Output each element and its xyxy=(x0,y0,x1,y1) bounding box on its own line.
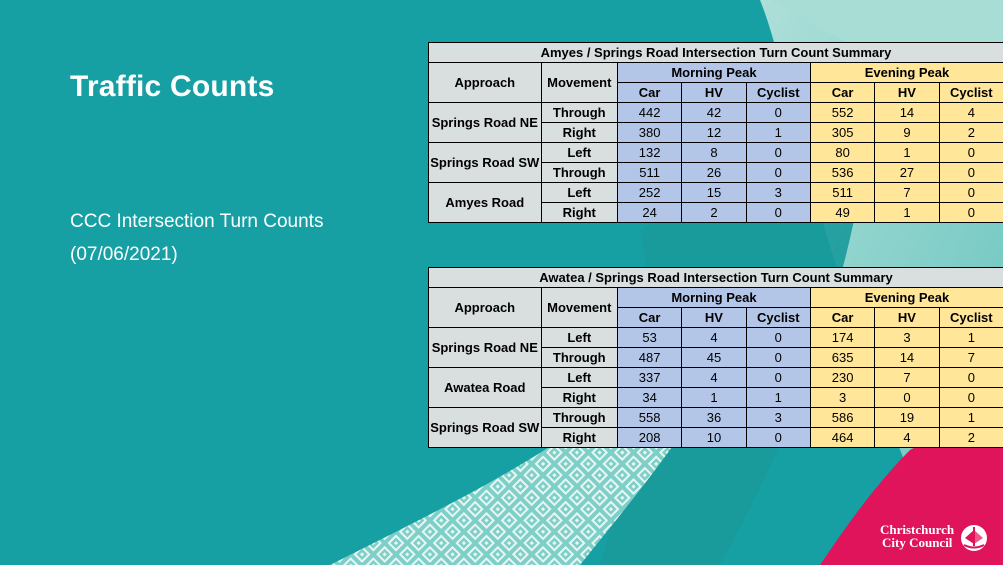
col-header: HV xyxy=(875,83,939,103)
count-cell: 0 xyxy=(939,143,1003,163)
count-cell: 53 xyxy=(617,328,681,348)
count-cell: 0 xyxy=(939,388,1003,408)
count-cell: 45 xyxy=(682,348,746,368)
col-header: Car xyxy=(617,308,681,328)
council-logo-icon xyxy=(960,524,988,552)
count-cell: 3 xyxy=(746,408,810,428)
count-cell: 558 xyxy=(617,408,681,428)
count-cell: 0 xyxy=(939,183,1003,203)
count-cell: 0 xyxy=(746,163,810,183)
count-cell: 0 xyxy=(939,203,1003,223)
table-row xyxy=(429,103,1003,123)
morning-peak-header: Morning Peak xyxy=(617,288,810,308)
count-cell: 3 xyxy=(810,388,874,408)
count-cell: 305 xyxy=(810,123,874,143)
awatea-turn-count-table xyxy=(428,267,1003,448)
count-cell: 1 xyxy=(746,123,810,143)
count-cell: 0 xyxy=(746,328,810,348)
count-cell: 511 xyxy=(810,183,874,203)
count-cell: 14 xyxy=(875,103,939,123)
table-row xyxy=(429,183,1003,203)
count-cell: 208 xyxy=(617,428,681,448)
count-cell: 1 xyxy=(746,388,810,408)
count-cell: 0 xyxy=(746,103,810,123)
movement-cell: Right xyxy=(541,428,617,448)
count-cell: 132 xyxy=(617,143,681,163)
count-cell: 4 xyxy=(939,103,1003,123)
movement-header: Movement xyxy=(541,288,617,328)
movement-header: Movement xyxy=(541,63,617,103)
count-cell: 380 xyxy=(617,123,681,143)
count-cell: 230 xyxy=(810,368,874,388)
logo-line-1: Christchurch xyxy=(880,522,955,537)
count-cell: 0 xyxy=(746,143,810,163)
movement-cell: Through xyxy=(541,408,617,428)
col-header: HV xyxy=(682,83,746,103)
count-cell: 36 xyxy=(682,408,746,428)
approach-cell: Springs Road NE xyxy=(429,103,542,143)
count-cell: 552 xyxy=(810,103,874,123)
table-row xyxy=(429,328,1003,348)
col-header: Cyclist xyxy=(746,83,810,103)
col-header: HV xyxy=(875,308,939,328)
count-cell: 442 xyxy=(617,103,681,123)
morning-peak-header: Morning Peak xyxy=(617,63,810,83)
col-header: Cyclist xyxy=(939,308,1003,328)
count-cell: 2 xyxy=(939,428,1003,448)
approach-cell: Springs Road SW xyxy=(429,143,542,183)
approach-header: Approach xyxy=(429,63,542,103)
evening-peak-header: Evening Peak xyxy=(810,288,1003,308)
count-cell: 586 xyxy=(810,408,874,428)
subtitle xyxy=(70,205,323,271)
col-header: Cyclist xyxy=(939,83,1003,103)
count-cell: 1 xyxy=(682,388,746,408)
count-cell: 49 xyxy=(810,203,874,223)
movement-cell: Right xyxy=(541,203,617,223)
table-row xyxy=(429,143,1003,163)
count-cell: 464 xyxy=(810,428,874,448)
count-cell: 7 xyxy=(875,368,939,388)
count-cell: 34 xyxy=(617,388,681,408)
col-header: Car xyxy=(617,83,681,103)
count-cell: 0 xyxy=(939,368,1003,388)
table-caption: Awatea / Springs Road Intersection Turn Count Summary xyxy=(429,268,1003,288)
count-cell: 0 xyxy=(875,388,939,408)
count-cell: 3 xyxy=(746,183,810,203)
count-cell: 0 xyxy=(939,163,1003,183)
col-header: Car xyxy=(810,83,874,103)
movement-cell: Right xyxy=(541,388,617,408)
count-cell: 2 xyxy=(682,203,746,223)
count-cell: 15 xyxy=(682,183,746,203)
amyes-turn-count-table xyxy=(428,42,1003,223)
movement-cell: Left xyxy=(541,183,617,203)
count-cell: 7 xyxy=(875,183,939,203)
count-cell: 0 xyxy=(746,348,810,368)
movement-cell: Left xyxy=(541,143,617,163)
count-cell: 7 xyxy=(939,348,1003,368)
table-row xyxy=(429,368,1003,388)
count-cell: 536 xyxy=(810,163,874,183)
count-cell: 27 xyxy=(875,163,939,183)
movement-cell: Through xyxy=(541,348,617,368)
col-header: HV xyxy=(682,308,746,328)
count-cell: 511 xyxy=(617,163,681,183)
page-title: Traffic Counts xyxy=(70,70,275,103)
count-cell: 12 xyxy=(682,123,746,143)
movement-cell: Right xyxy=(541,123,617,143)
count-cell: 1 xyxy=(939,328,1003,348)
movement-cell: Left xyxy=(541,368,617,388)
count-cell: 4 xyxy=(875,428,939,448)
count-cell: 0 xyxy=(746,203,810,223)
count-cell: 337 xyxy=(617,368,681,388)
count-cell: 2 xyxy=(939,123,1003,143)
count-cell: 4 xyxy=(682,328,746,348)
approach-cell: Springs Road NE xyxy=(429,328,542,368)
count-cell: 174 xyxy=(810,328,874,348)
subtitle-line-1: CCC Intersection Turn Counts xyxy=(70,211,324,232)
count-cell: 0 xyxy=(746,428,810,448)
count-cell: 635 xyxy=(810,348,874,368)
count-cell: 10 xyxy=(682,428,746,448)
count-cell: 8 xyxy=(682,143,746,163)
count-cell: 0 xyxy=(746,368,810,388)
count-cell: 487 xyxy=(617,348,681,368)
approach-cell: Awatea Road xyxy=(429,368,542,408)
count-cell: 9 xyxy=(875,123,939,143)
count-cell: 3 xyxy=(875,328,939,348)
count-cell: 1 xyxy=(939,408,1003,428)
count-cell: 14 xyxy=(875,348,939,368)
logo-line-2: City Council xyxy=(882,535,953,550)
col-header: Car xyxy=(810,308,874,328)
subtitle-line-2: (07/06/2021) xyxy=(70,244,178,265)
col-header: Cyclist xyxy=(746,308,810,328)
approach-cell: Amyes Road xyxy=(429,183,542,223)
count-cell: 1 xyxy=(875,143,939,163)
count-cell: 252 xyxy=(617,183,681,203)
table-caption: Amyes / Springs Road Intersection Turn Count Summary xyxy=(429,43,1003,63)
table-row xyxy=(429,408,1003,428)
movement-cell: Through xyxy=(541,163,617,183)
count-cell: 1 xyxy=(875,203,939,223)
approach-header: Approach xyxy=(429,288,542,328)
count-cell: 4 xyxy=(682,368,746,388)
evening-peak-header: Evening Peak xyxy=(810,63,1003,83)
council-logo-text xyxy=(880,523,954,549)
count-cell: 80 xyxy=(810,143,874,163)
count-cell: 24 xyxy=(617,203,681,223)
movement-cell: Left xyxy=(541,328,617,348)
movement-cell: Through xyxy=(541,103,617,123)
approach-cell: Springs Road SW xyxy=(429,408,542,448)
count-cell: 19 xyxy=(875,408,939,428)
count-cell: 26 xyxy=(682,163,746,183)
count-cell: 42 xyxy=(682,103,746,123)
